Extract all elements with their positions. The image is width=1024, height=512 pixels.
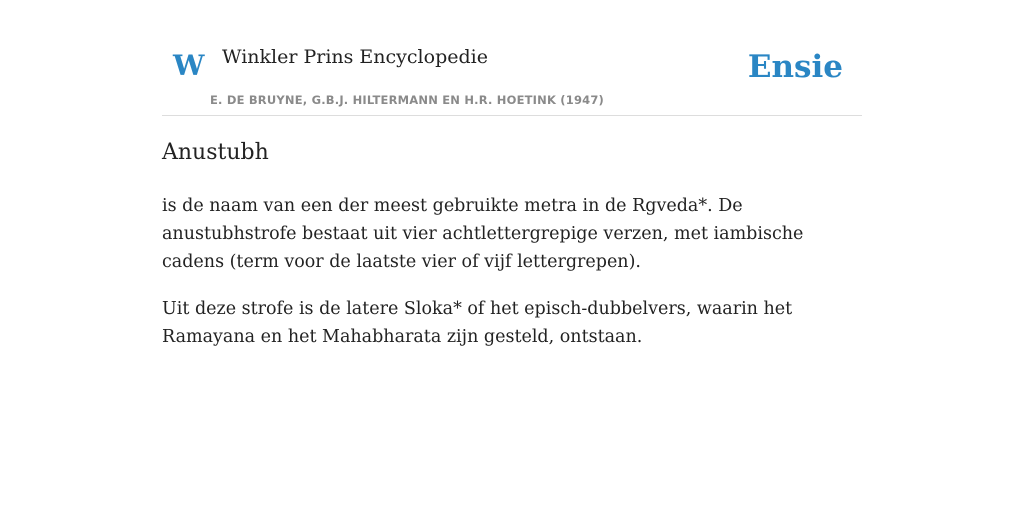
- source-logo[interactable]: W: [173, 49, 205, 82]
- entry-paragraph: is de naam van een der meest gebruikte metra in de Rgveda*. De anustubhstrofe bestaat uit vier achtlettergrepige verzen, met iambische cadens (term voor de laatste vier of vijf lettergrepen).: [162, 196, 804, 272]
- entry-paragraph: Uit deze strofe is de latere Sloka* of het episch-dubbelvers, waarin het Ramayana en het Mahabharata zijn gesteld, ontstaan.: [162, 299, 793, 347]
- source-authors: E. DE BRUYNE, G.B.J. HILTERMANN EN H.R. HOETINK (1947): [210, 93, 605, 107]
- brand-logo[interactable]: Ensie: [747, 49, 843, 85]
- entry-body: [162, 192, 862, 370]
- page-container: [162, 0, 862, 347]
- entry-title: Anustubh: [162, 140, 269, 165]
- source-header: [162, 0, 862, 116]
- source-title[interactable]: Winkler Prins Encyclopedie: [222, 46, 488, 68]
